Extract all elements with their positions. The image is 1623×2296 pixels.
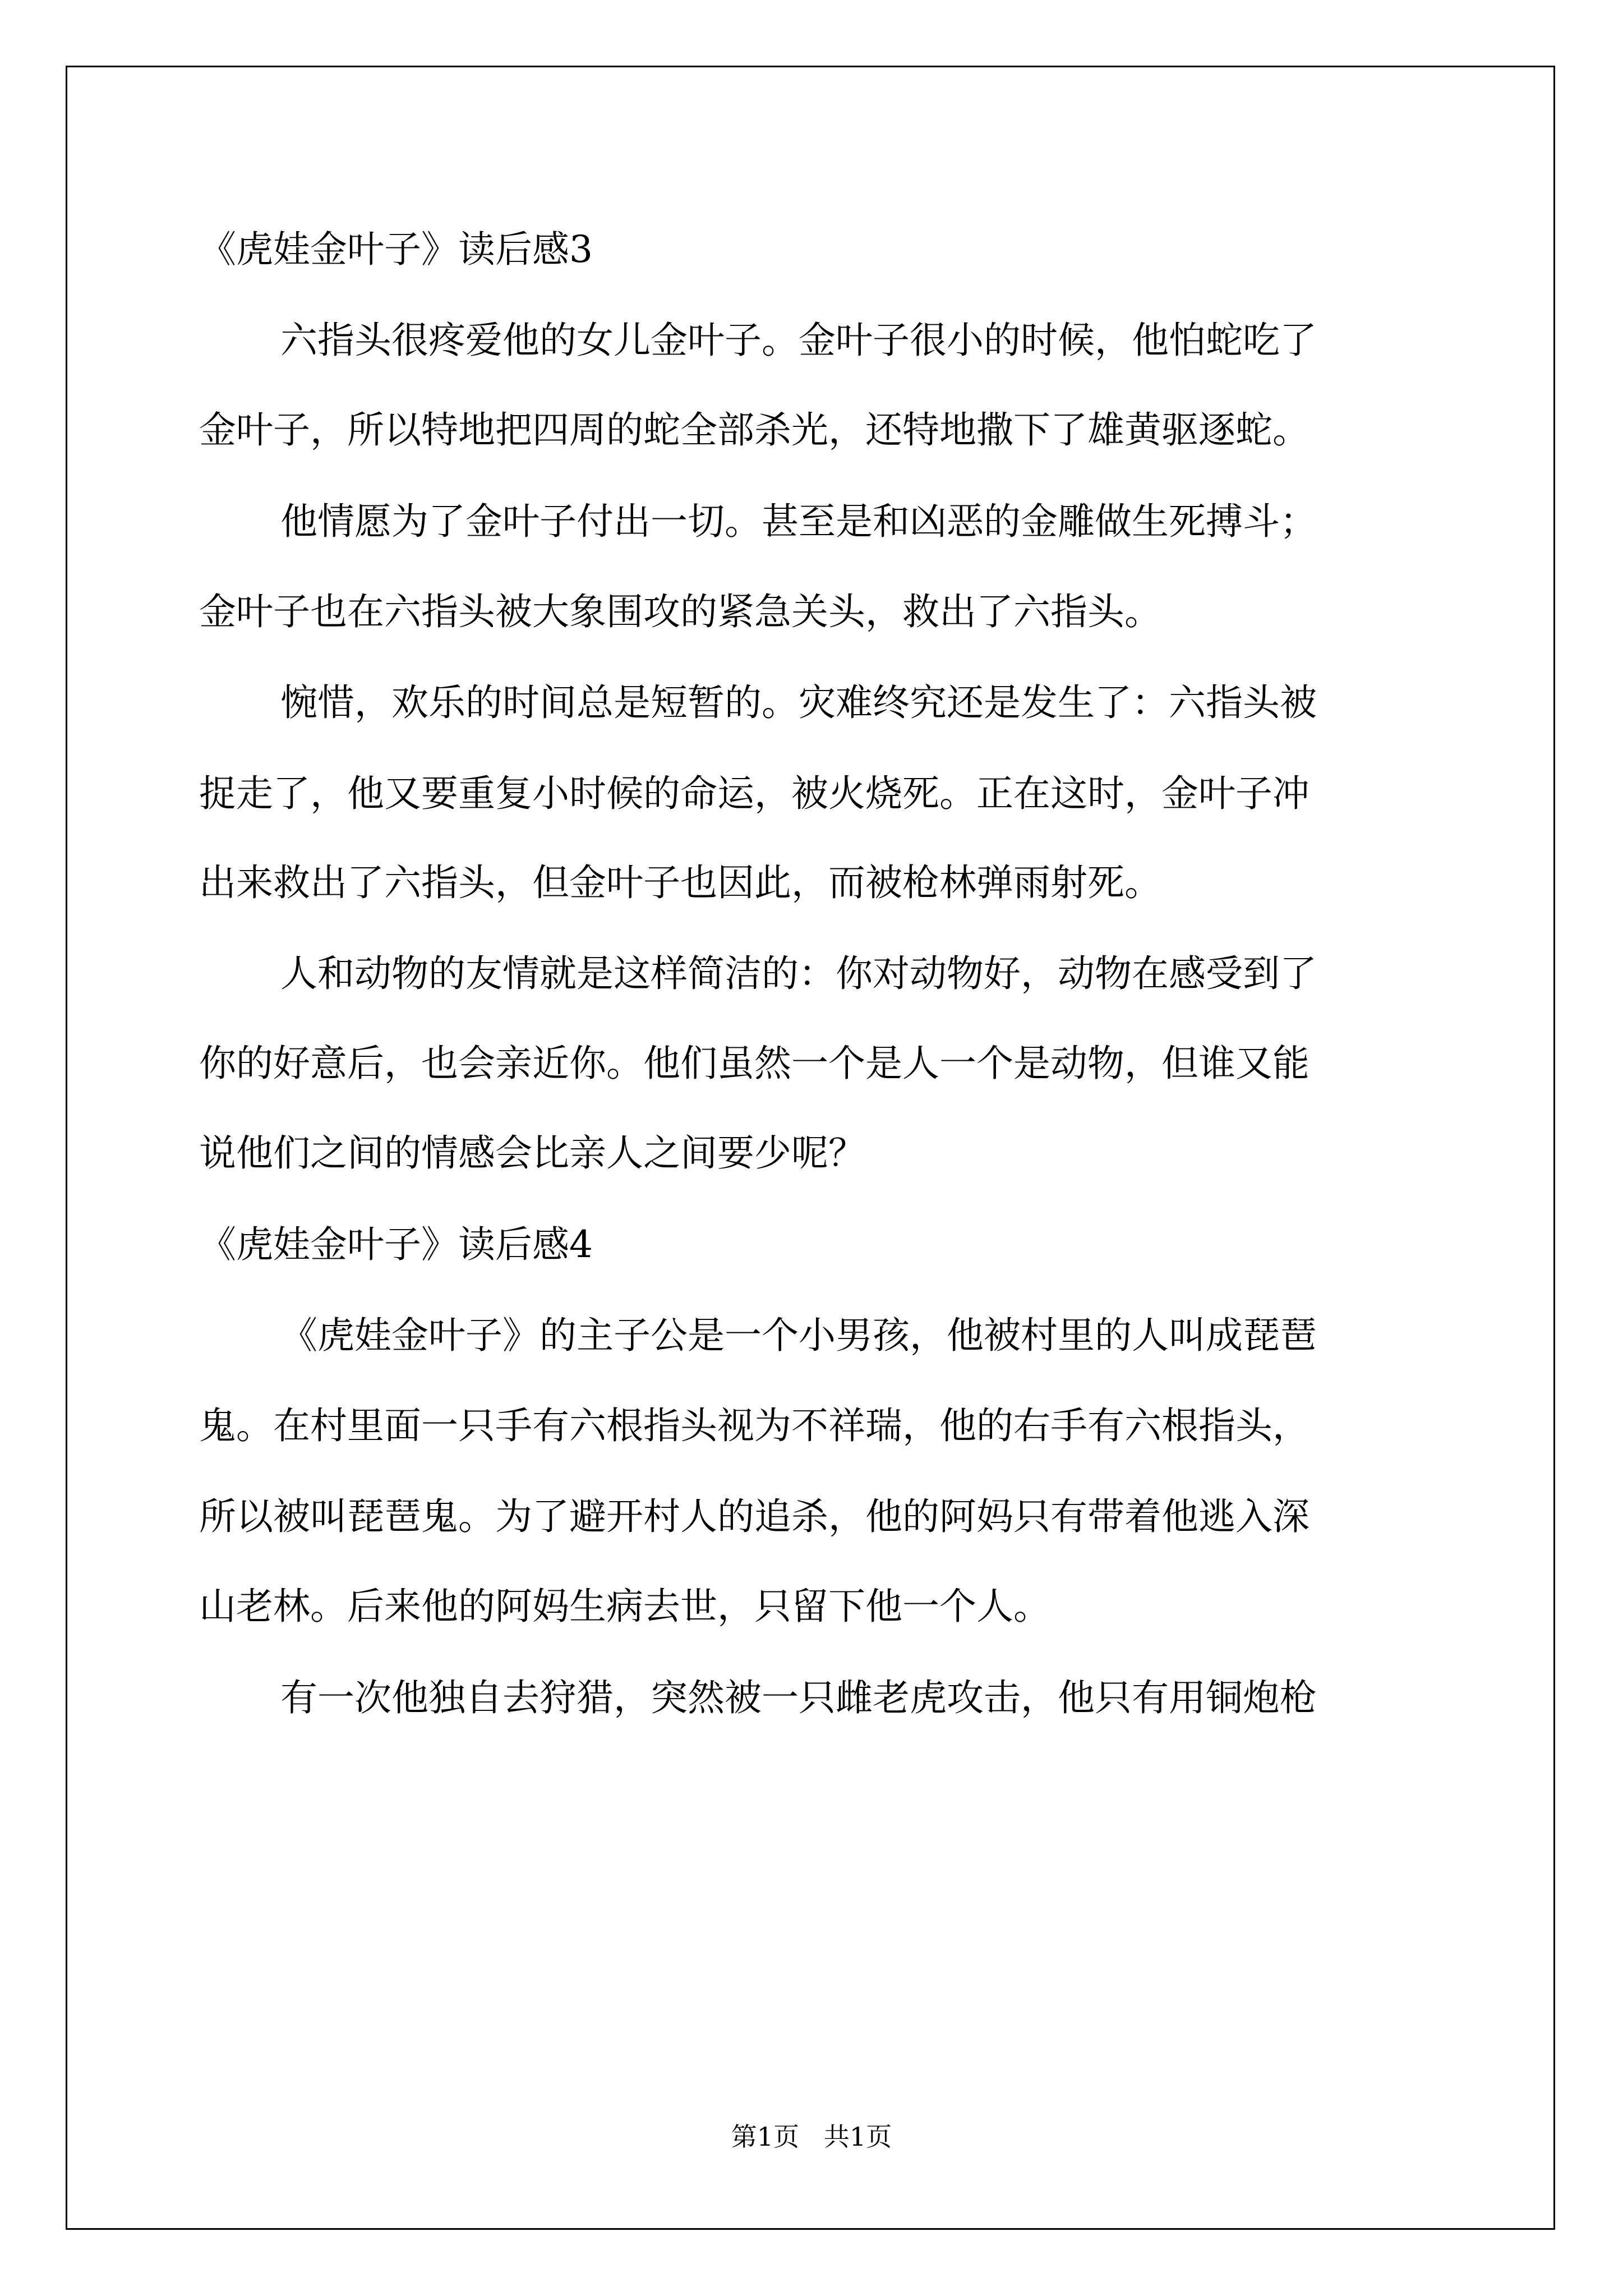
paragraph-line: 说他们之间的情感会比亲人之间要少呢？: [199, 1131, 865, 1175]
paragraph-line: 鬼。在村里面一只手有六根指头视为不祥瑞，他的右手有六根指头，: [199, 1404, 1310, 1447]
section-heading: 《虎娃金叶子》读后感3: [199, 228, 593, 271]
paragraph-first-line: 人和动物的友情就是这样简洁的：你对动物好，动物在感受到了: [280, 952, 1317, 995]
paragraph-line: 金叶子，所以特地把四周的蛇全部杀光，还特地撒下了雄黄驱逐蛇。: [199, 408, 1310, 452]
paragraph-line: 捉走了，他又要重复小时候的命运，被火烧死。正在这时，金叶子冲: [199, 772, 1310, 815]
paragraph-line: 金叶子也在六指头被大象围攻的紧急关头，救出了六指头。: [199, 590, 1161, 633]
paragraph-first-line: 有一次他独自去狩猎，突然被一只雌老虎攻击，他只有用铜炮枪: [280, 1676, 1317, 1719]
paragraph-line: 你的好意后，也会亲近你。他们虽然一个是人一个是动物，但谁又能: [199, 1042, 1310, 1085]
paragraph-line: 所以被叫琵琶鬼。为了避开村人的追杀，他的阿妈只有带着他逃入深: [199, 1495, 1310, 1538]
paragraph-first-line: 他情愿为了金叶子付出一切。甚至是和凶恶的金雕做生死搏斗；: [280, 500, 1317, 543]
paragraph-line: 出来救出了六指头，但金叶子也因此，而被枪林弹雨射死。: [199, 861, 1161, 904]
paragraph-first-line: 惋惜，欢乐的时间总是短暂的。灾难终究还是发生了：六指头被: [280, 681, 1317, 724]
page-footer: 第1页 共1页: [731, 2122, 892, 2152]
paragraph-line: 山老林。后来他的阿妈生病去世，只留下他一个人。: [199, 1585, 1050, 1628]
section-heading: 《虎娃金叶子》读后感4: [199, 1223, 593, 1266]
paragraph-first-line: 《虎娃金叶子》的主子公是一个小男孩，他被村里的人叫成琵琶: [280, 1314, 1317, 1357]
paragraph-first-line: 六指头很疼爱他的女儿金叶子。金叶子很小的时候，他怕蛇吃了: [280, 319, 1317, 362]
